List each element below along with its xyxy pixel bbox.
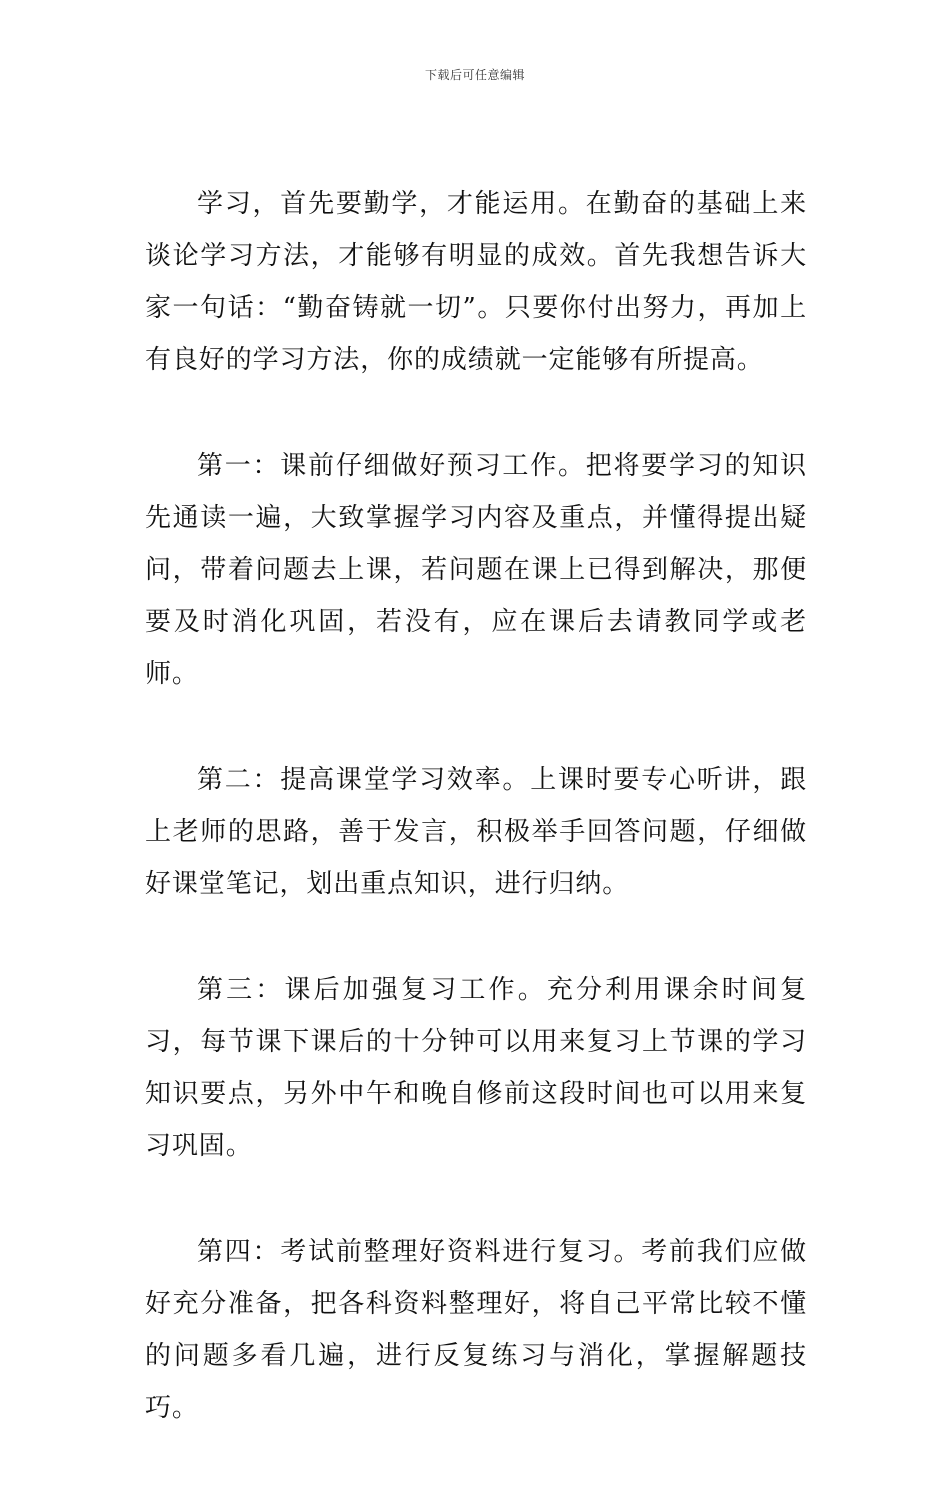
paragraph-step-3: 第三：课后加强复习工作。充分利用课余时间复习，每节课下课后的十分钟可以用来复习上节课的学习知识要点，另外中午和晚自修前这段时间也可以用来复习巩固。	[145, 975, 807, 1161]
header-note: 下载后可任意编辑	[424, 68, 525, 82]
paragraph-step-2: 第二：提高课堂学习效率。上课时要专心听讲，跟上老师的思路，善于发言，积极举手回答问题，仔细做好课堂笔记，划出重点知识，进行归纳。	[145, 765, 807, 899]
document-body	[145, 178, 807, 1488]
paragraph-step-4: 第四：考试前整理好资料进行复习。考前我们应做好充分准备，把各科资料整理好，将自己平常比较不懂的问题多看几遍，进行反复练习与消化，掌握解题技巧。	[145, 1237, 807, 1423]
paragraph-step-1: 第一：课前仔细做好预习工作。把将要学习的知识先通读一遍，大致掌握学习内容及重点，并懂得提出疑问，带着问题去上课，若问题在课上已得到解决，那便要及时消化巩固，若没有，应在课后去请教同学或老师。	[145, 451, 807, 689]
paragraph-intro: 学习，首先要勤学，才能运用。在勤奋的基础上来谈论学习方法，才能够有明显的成效。首先我想告诉大家一句话：“勤奋铸就一切”。只要你付出努力，再加上有良好的学习方法，你的成绩就一定能够有所提高。	[145, 189, 807, 375]
